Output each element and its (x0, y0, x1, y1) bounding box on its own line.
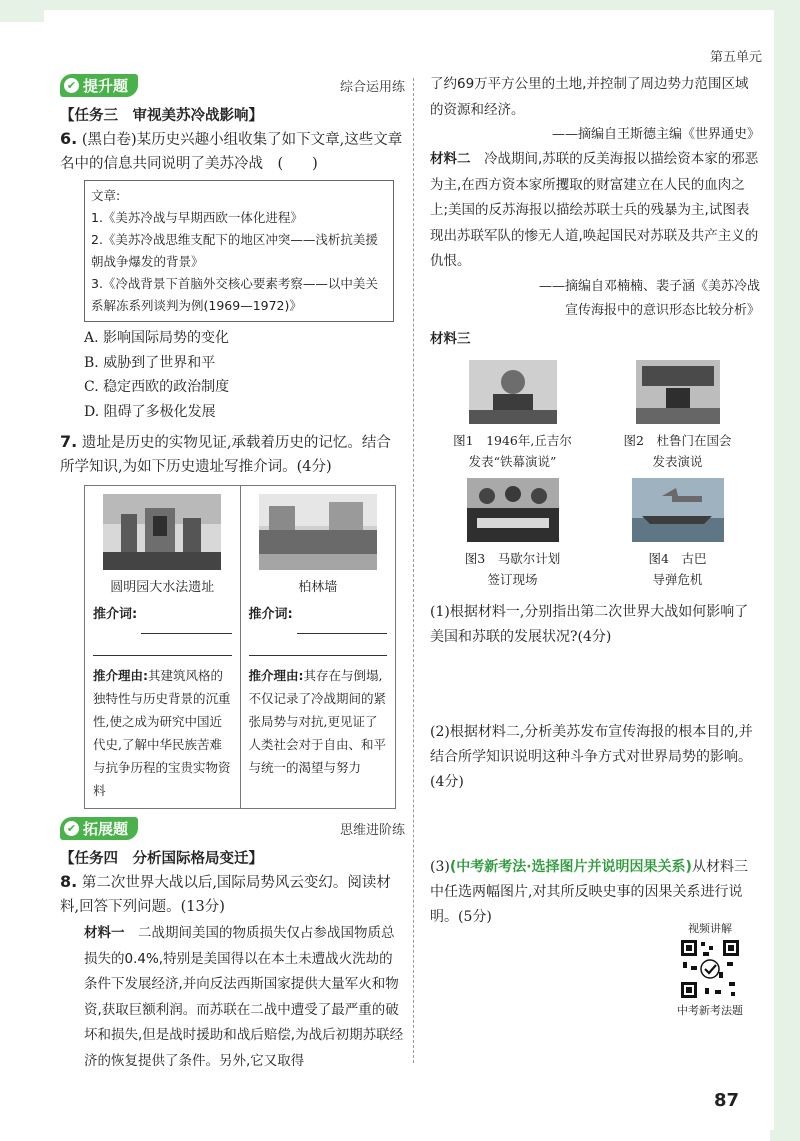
article-box (84, 180, 394, 322)
question-6 (60, 127, 405, 176)
left-column (60, 72, 405, 1074)
recommend-label: 推介词: (93, 607, 138, 622)
marshall-plan-photo (467, 478, 559, 542)
section-tagline: 思维进阶练 (339, 822, 405, 838)
question-7 (60, 430, 405, 479)
options (84, 326, 405, 424)
question-number: 8. (60, 872, 78, 891)
section-badge: ✔ 提升题 (60, 74, 138, 97)
unit-label: 第五单元 (709, 50, 762, 65)
churchill-photo (469, 360, 557, 424)
material-1-continued: 了约69万平方公里的土地,并控制了周边势力范围区域的资源和经济。 (430, 76, 749, 118)
column-divider (413, 78, 414, 1063)
option-b[interactable]: B. 威胁到了世界和平 (84, 354, 216, 371)
sub-question-1: (1)根据材料一,分别指出第二次世界大战如何影响了美国和苏联的发展状况?(4分) (430, 604, 749, 645)
side-band (770, 0, 800, 1141)
section-header-expand (60, 815, 405, 841)
material-1: 材料一 二战期间美国的物质损失仅占参战国物质总损失的0.4%,特别是美国得以在本土未遭战火洗劫的条件下发展经济,并向反法西斯国家提供大量军火和物资,获取巨额利润。而苏联在二战中遭受了最严重的破坏和损失,但是战时援助和战后赔偿,为战后初期苏联经济的恢复提供了条件。另外,它又取得 (84, 925, 404, 1069)
reason-text: 推介理由:其建筑风格的独特性与历史背景的沉重性,使之成为研究中国近代史,了解中华民族苦难与抗争历程的宝贵实物资料 (93, 668, 231, 798)
berlin-wall-photo (259, 494, 377, 570)
right-column (430, 72, 760, 930)
qr-caption-bottom: 中考新考法题 (677, 1004, 743, 1017)
answer-line[interactable] (93, 634, 232, 656)
ruins-photo (103, 494, 221, 570)
article-box-title: 文章: (91, 188, 121, 203)
question-number: 6. (60, 129, 78, 148)
site-caption: 柏林墙 (298, 580, 338, 595)
page-number: 87 (714, 1090, 740, 1111)
answer-line[interactable] (297, 612, 388, 634)
reason-text: 推介理由:其存在与倒塌,不仅记录了冷战期间的紧张局势与对抗,更见证了人类社会对于自由、和平与统一的渴望与努力 (248, 668, 387, 775)
figure-grid (430, 360, 760, 590)
material-1-source: ——摘编自王斯德主编《世界通史》 (551, 127, 760, 142)
check-icon: ✔ (64, 821, 79, 836)
option-c[interactable]: C. 稳定西欧的政治制度 (84, 379, 230, 395)
article-item: 3.《冷战背景下首脑外交核心要素考察——以中美关系解冻系列谈判为例(1969—1972)》 (91, 276, 378, 313)
section-header-improve (60, 72, 405, 98)
task-title: 【任务三 审视美苏冷战影响】 (60, 108, 263, 124)
cuban-missile-photo (632, 478, 724, 542)
option-d[interactable]: D. 阻碍了多极化发展 (84, 403, 216, 420)
qr-caption-top: 视频讲解 (688, 922, 732, 935)
recommend-label: 推介词: (248, 607, 293, 622)
figure-3: 图3 马歇尔计划 签订现场 (430, 478, 595, 590)
answer-space[interactable] (430, 795, 760, 855)
page (44, 10, 774, 1130)
material-3-label: 材料三 (430, 330, 471, 347)
check-icon: ✔ (64, 78, 79, 93)
answer-line[interactable] (141, 612, 232, 634)
sub-question-2: (2)根据材料二,分析美苏发布宣传海报的根本目的,并结合所学知识说明这种斗争方式对世界局势的影响。(4分) (430, 724, 753, 790)
site-cell-yuanmingyuan (85, 486, 240, 808)
site-caption: 圆明园大水法遗址 (110, 580, 215, 595)
section-badge: ✔ 拓展题 (60, 817, 138, 840)
question-8 (60, 870, 405, 919)
qr-code-icon[interactable] (679, 938, 741, 1000)
site-cell-berlin-wall (240, 486, 396, 808)
option-a[interactable]: A. 影响国际局势的变化 (84, 330, 230, 346)
site-table (84, 485, 396, 809)
truman-photo (636, 360, 720, 424)
article-item: 2.《美苏冷战思维支配下的地区冲突——浅析抗美援朝战争爆发的背景》 (91, 232, 378, 269)
section-tagline: 综合运用练 (339, 79, 405, 95)
answer-line[interactable] (249, 634, 388, 656)
figure-1: 图1 1946年,丘吉尔 发表“铁幕演说” (430, 360, 595, 472)
question-number: 7. (60, 432, 78, 451)
figure-4: 图4 古巴 导弹危机 (595, 478, 760, 590)
task-title: 【任务四 分析国际格局变迁】 (60, 851, 263, 867)
question-text: 第二次世界大战以后,国际局势风云变幻。阅读材料,回答下列问题。(13分) (60, 875, 391, 915)
question-text: (黑白卷)某历史兴趣小组收集了如下文章,这些文章名中的信息共同说明了美苏冷战 ( ) (60, 132, 403, 172)
figure-2: 图2 杜鲁门在国会 发表演说 (595, 360, 760, 472)
question-text: 遗址是历史的实物见证,承载着历史的记忆。结合所学知识,为如下历史遗址写推介词。(4分) (60, 435, 391, 475)
material-2-source: ——摘编自邓楠楠、裴子涵《美苏冷战 (538, 278, 760, 294)
article-item: 1.《美苏冷战与早期西欧一体化进程》 (91, 210, 303, 225)
answer-space[interactable] (430, 650, 760, 720)
sub-question-3: (3)(中考新考法·选择图片并说明因果关系)从材料三中任选两幅图片,对其所反映史事的因果关系进行说明。(5分) (430, 859, 748, 925)
qr-code-block[interactable] (670, 920, 750, 1018)
material-2-source: 宣传海报中的意识形态比较分析》 (564, 302, 760, 318)
material-2: 材料二 冷战期间,苏联的反美海报以描绘资本家的邪恶为主,在西方资本家所攫取的财富建立在人民的血肉之上;美国的反苏海报以描绘苏联士兵的残暴为主,试图表现出苏联军队的惨无人道,唤起国民对苏联及共产主义的仇恨。 (430, 151, 759, 269)
